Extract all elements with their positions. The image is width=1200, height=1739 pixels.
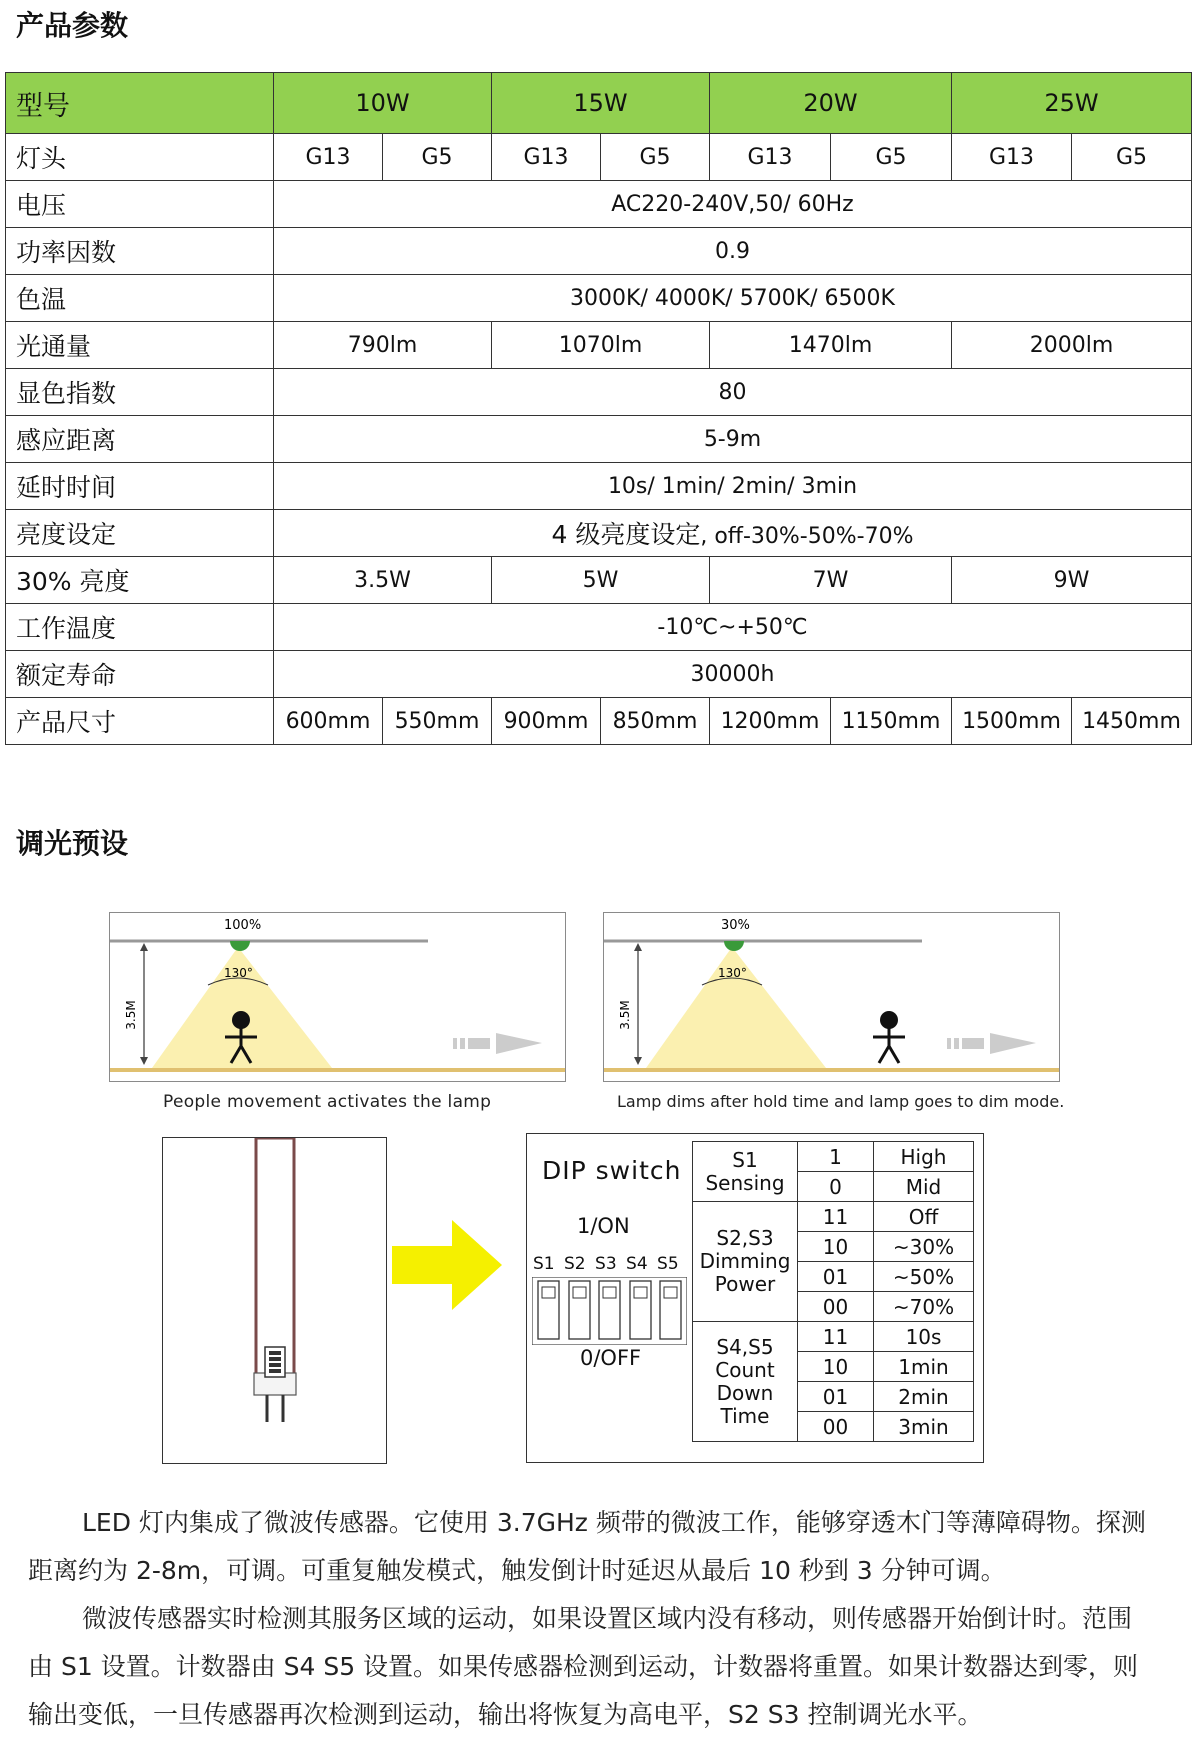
dip-value: ~30% [874,1232,974,1262]
spec-cell: 7W [710,557,952,604]
spec-row-cap [6,134,1192,181]
yellow-arrow-icon [392,1220,504,1310]
spec-cell: G13 [952,134,1072,181]
spec-cell: G5 [831,134,952,181]
spec-label: 产品尺寸 [6,698,274,745]
model-25w: 25W [952,73,1192,134]
diagram-dim-caption: Lamp dims after hold time and lamp goes to dim mode. [617,1092,1065,1111]
spec-row-flux [6,322,1192,369]
spec-cell: 1150mm [831,698,952,745]
model-20w: 20W [710,73,952,134]
dip-value: 1min [874,1352,974,1382]
paragraph-line: 微波传感器实时检测其服务区域的运动，如果设置区域内没有移动，则传感器开始倒计时。范围 [82,1604,1133,1633]
paragraph-line: LED 灯内集成了微波传感器。它使用 3.7GHz 频带的微波工作，能够穿透木门等薄障碍物。探测 [82,1508,1146,1537]
spec-cell: 550mm [383,698,492,745]
spec-label: 功率因数 [6,228,274,275]
paragraph-1 [28,1499,1178,1595]
spec-row-30pct [6,557,1192,604]
spec-cell: 1500mm [952,698,1072,745]
dip-code: 11 [798,1322,874,1352]
spec-cell: G13 [274,134,383,181]
dip-switch-panel [526,1133,984,1463]
spec-label: 额定寿命 [6,651,274,698]
dip-value: ~50% [874,1262,974,1292]
dip-code: 01 [798,1382,874,1412]
spec-row-pf [6,228,1192,275]
spec-cell: G5 [601,134,710,181]
lamp-percent: 30% [721,918,750,933]
dip-row [693,1142,974,1172]
spec-value-a: 4 级亮度设定 [551,520,701,549]
spec-cell: 9W [952,557,1192,604]
spec-cell: G5 [383,134,492,181]
spec-cell: G13 [710,134,831,181]
dip-on-label: 1/ON [577,1214,630,1238]
spec-row-life [6,651,1192,698]
spec-value [274,510,1192,557]
spec-row-delay [6,463,1192,510]
spec-cell: 600mm [274,698,383,745]
spec-row-cri [6,369,1192,416]
spec-label: 30% 亮度 [6,557,274,604]
dip-group-line: S1 [732,1147,758,1172]
spec-cell: 5W [492,557,710,604]
spec-value-b: , off-30%-50%-70% [700,524,914,549]
spec-cell: G13 [492,134,601,181]
dip-value: 3min [874,1412,974,1442]
dip-group-sensing [693,1142,798,1202]
spec-label: 延时时间 [6,463,274,510]
spec-value: 0.9 [274,228,1192,275]
lamp-percent: 100% [224,918,262,933]
dip-code: 10 [798,1352,874,1382]
beam-angle: 130° [718,966,747,980]
model-15w: 15W [492,73,710,134]
model-10w: 10W [274,73,492,134]
spec-row-size [6,698,1192,745]
spec-row-cct [6,275,1192,322]
movement-arrow-icon [453,1033,542,1054]
spec-cell: 3.5W [274,557,492,604]
dip-title: DIP switch [542,1156,682,1185]
height-label: 3.5M [124,1000,138,1030]
dip-code: 11 [798,1202,874,1232]
sensor-lamp-icon [230,941,250,951]
spec-label: 型号 [6,73,274,134]
dip-switch-block-icon [532,1277,687,1345]
diagram-active-drawing [110,913,565,1081]
spec-table [5,72,1192,745]
dip-row [693,1202,974,1232]
dip-value: 2min [874,1382,974,1412]
spec-value: 5-9m [274,416,1192,463]
spec-label: 感应距离 [6,416,274,463]
dip-code: 00 [798,1292,874,1322]
dip-switch-labels: S1 S2 S3 S4 S5 [533,1254,679,1274]
spec-label: 亮度设定 [6,510,274,557]
dip-row [693,1322,974,1352]
dip-group-countdown [693,1322,798,1442]
diagram-dim-drawing [604,913,1059,1081]
spec-value: -10℃~+50℃ [274,604,1192,651]
spec-cell: 1470lm [710,322,952,369]
spec-cell: 790lm [274,322,492,369]
spec-value: AC220-240V,50/ 60Hz [274,181,1192,228]
dip-group-line: Down [716,1380,774,1405]
dip-value: Mid [874,1172,974,1202]
spec-value: 80 [274,369,1192,416]
spec-row-voltage [6,181,1192,228]
spec-label: 灯头 [6,134,274,181]
paragraph-line: 距离约为 2-8m，可调。可重复触发模式，触发倒计时延迟从最后 10 秒到 3 分钟可调。 [28,1556,1006,1585]
spec-label: 光通量 [6,322,274,369]
spec-label: 电压 [6,181,274,228]
dip-value: Off [874,1202,974,1232]
dip-code: 01 [798,1262,874,1292]
paragraph-line: 输出变低，一旦传感器再次检测到运动，输出将恢复为高电平，S2 S3 控制调光水平。 [28,1700,983,1729]
diagram-active-caption: People movement activates the lamp [163,1092,492,1112]
spec-value: 3000K/ 4000K/ 5700K/ 6500K [274,275,1192,322]
spec-cell: 900mm [492,698,601,745]
dip-value: High [874,1142,974,1172]
dip-settings-table [692,1141,974,1442]
spec-cell: 1200mm [710,698,831,745]
paragraph-2 [28,1595,1178,1739]
spec-cell: 1070lm [492,322,710,369]
section-title-params: 产品参数 [16,9,129,42]
spec-label: 工作温度 [6,604,274,651]
dip-group-line: Power [714,1272,776,1296]
spec-row-range [6,416,1192,463]
dip-code: 0 [798,1172,874,1202]
dip-code: 00 [798,1412,874,1442]
spec-value: 30000h [274,651,1192,698]
sensor-lamp-icon [724,941,744,951]
spec-value: 10s/ 1min/ 2min/ 3min [274,463,1192,510]
person-icon [873,1011,905,1063]
dip-code: 1 [798,1142,874,1172]
dip-group-line: Time [720,1403,770,1428]
dip-code: 10 [798,1232,874,1262]
spec-label: 色温 [6,275,274,322]
led-tube-icon [163,1138,386,1463]
movement-arrow-icon [947,1033,1036,1054]
spec-cell: 1450mm [1072,698,1192,745]
dip-off-label: 0/OFF [580,1346,642,1370]
dip-group-line: Count [715,1357,775,1382]
spec-label: 显色指数 [6,369,274,416]
diagram-active [109,912,566,1082]
dip-group-line: Dimming [699,1249,791,1273]
spec-header-row [6,73,1192,134]
dip-group-line: Sensing [705,1170,785,1195]
beam-angle: 130° [224,966,253,980]
spec-cell: 2000lm [952,322,1192,369]
dip-group-dimming [693,1202,798,1322]
height-label: 3.5M [618,1000,632,1030]
tube-illustration [162,1137,387,1464]
spec-cell: G5 [1072,134,1192,181]
dip-group-line: S4,S5 [716,1334,774,1359]
spec-row-brightness [6,510,1192,557]
dip-value: ~70% [874,1292,974,1322]
spec-cell: 850mm [601,698,710,745]
spec-row-temp [6,604,1192,651]
dip-value: 10s [874,1322,974,1352]
paragraph-line: 由 S1 设置。计数器由 S4 S5 设置。如果传感器检测到运动，计数器将重置。如果计数器达到零，则 [28,1652,1139,1681]
section-title-dimming: 调光预设 [16,827,129,860]
dip-group-line: S2,S3 [716,1226,774,1250]
diagram-dim [603,912,1060,1082]
